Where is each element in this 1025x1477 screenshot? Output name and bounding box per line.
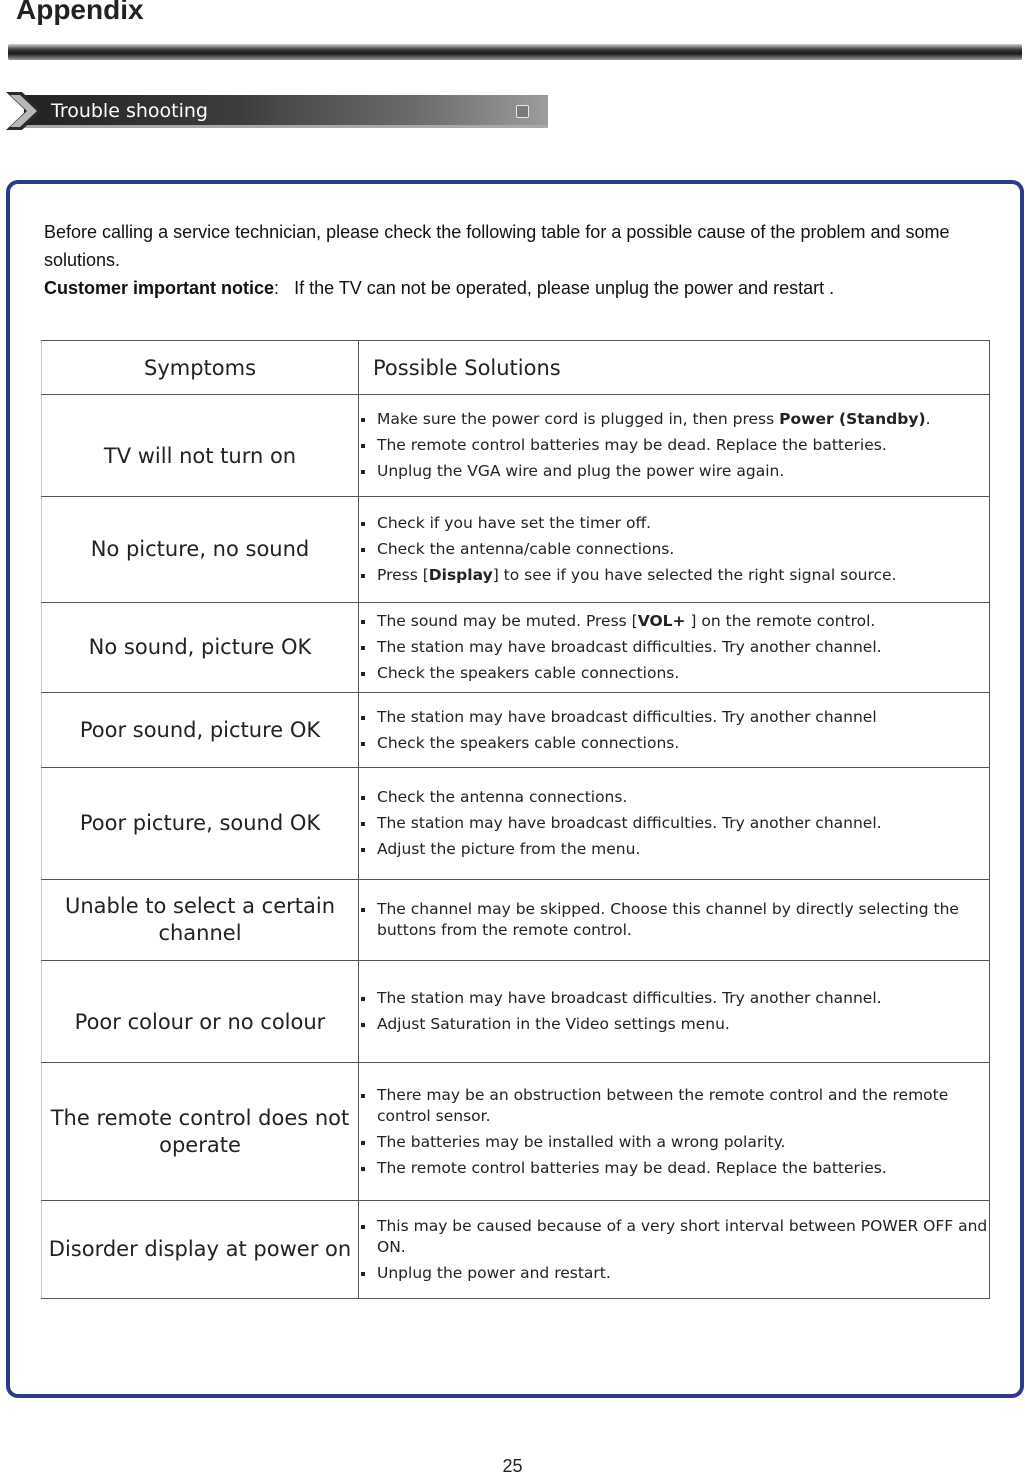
table-row bbox=[42, 1063, 990, 1201]
solution-text: Press [ bbox=[377, 566, 429, 584]
list-item bbox=[359, 565, 989, 586]
list-item bbox=[359, 813, 989, 834]
list-item bbox=[359, 663, 989, 684]
solution-text: The station may have broadcast difficulties. Try another channel. bbox=[377, 638, 882, 656]
chevron-right-icon bbox=[6, 92, 46, 132]
notice-line bbox=[44, 274, 994, 302]
solutions-cell bbox=[359, 497, 990, 603]
list-item bbox=[359, 1263, 989, 1284]
list-item bbox=[359, 611, 989, 632]
solution-text-end: ] to see if you have selected the right signal source. bbox=[492, 566, 897, 584]
square-bullet-icon bbox=[516, 105, 529, 118]
symptom-cell: TV will not turn on bbox=[42, 395, 359, 497]
solutions-list bbox=[359, 409, 989, 482]
solution-bold-text: Power (Standby) bbox=[779, 410, 926, 428]
list-item bbox=[359, 461, 989, 482]
solutions-list bbox=[359, 611, 989, 684]
troubleshooting-table bbox=[41, 340, 990, 1299]
list-item bbox=[359, 733, 989, 754]
solution-bold-text: VOL+ bbox=[637, 612, 686, 630]
symptom-cell: Unable to select a certain channel bbox=[42, 880, 359, 961]
symptom-cell: No picture, no sound bbox=[42, 497, 359, 603]
solution-text: This may be caused because of a very short interval between POWER OFF and ON. bbox=[377, 1216, 988, 1256]
page-heading: Appendix bbox=[16, 0, 144, 25]
solutions-list bbox=[359, 988, 989, 1035]
solution-text: The station may have broadcast difficulties. Try another channel bbox=[377, 707, 877, 726]
solution-text-end: . bbox=[925, 410, 931, 428]
list-item bbox=[359, 513, 989, 534]
solutions-list bbox=[359, 1216, 989, 1284]
symptom-cell: Poor colour or no colour bbox=[42, 961, 359, 1063]
heading-rule bbox=[8, 44, 1022, 60]
solution-text: Unplug the VGA wire and plug the power wire again. bbox=[377, 462, 785, 480]
table-row bbox=[42, 880, 990, 961]
list-item bbox=[359, 707, 989, 728]
list-item bbox=[359, 637, 989, 658]
symptom-cell: Poor sound, picture OK bbox=[42, 693, 359, 768]
list-item bbox=[359, 1085, 989, 1127]
solutions-list bbox=[359, 707, 989, 754]
list-item bbox=[359, 435, 989, 456]
list-item bbox=[359, 1132, 989, 1153]
solution-text: The remote control batteries may be dead. Replace the batteries. bbox=[377, 436, 887, 454]
table-row bbox=[42, 603, 990, 693]
solution-text: Check if you have set the timer off. bbox=[377, 514, 652, 532]
solutions-cell bbox=[359, 693, 990, 768]
list-item bbox=[359, 1014, 989, 1035]
page-number: 25 bbox=[502, 1456, 523, 1476]
intro-line: Before calling a service technician, please check the following table for a possible cause of the problem and some solutions. bbox=[44, 222, 950, 270]
solution-text: The batteries may be installed with a wrong polarity. bbox=[377, 1132, 786, 1151]
solution-text: Make sure the power cord is plugged in, then press bbox=[377, 410, 780, 428]
solutions-list bbox=[359, 787, 989, 860]
solution-text: Check the speakers cable connections. bbox=[377, 664, 680, 682]
solution-text-end: ] on the remote control. bbox=[685, 612, 876, 630]
symptom-cell: No sound, picture OK bbox=[42, 603, 359, 693]
list-item bbox=[359, 988, 989, 1009]
solutions-cell bbox=[359, 603, 990, 693]
table-row bbox=[42, 395, 990, 497]
solution-text: Unplug the power and restart. bbox=[377, 1263, 611, 1282]
table-row bbox=[42, 961, 990, 1063]
list-item bbox=[359, 839, 989, 860]
solution-text: Adjust the picture from the menu. bbox=[377, 840, 641, 858]
table-header-row bbox=[42, 341, 990, 395]
solutions-cell bbox=[359, 395, 990, 497]
solution-text: Adjust Saturation in the Video settings menu. bbox=[377, 1015, 730, 1033]
solutions-cell bbox=[359, 768, 990, 880]
solutions-cell bbox=[359, 961, 990, 1063]
symptom-cell: The remote control does not operate bbox=[42, 1063, 359, 1201]
solution-text: The station may have broadcast difficulties. Try another channel. bbox=[377, 989, 882, 1007]
notice-text: If the TV can not be operated, please unplug the power and restart . bbox=[294, 278, 835, 298]
solution-text: The sound may be muted. Press [ bbox=[377, 612, 638, 630]
table-row bbox=[42, 693, 990, 768]
solutions-cell bbox=[359, 880, 990, 961]
intro-text bbox=[44, 218, 994, 302]
solution-text: The remote control batteries may be dead. Replace the batteries. bbox=[377, 1158, 887, 1177]
solutions-list bbox=[359, 1085, 989, 1179]
list-item bbox=[359, 1158, 989, 1179]
table-row bbox=[42, 768, 990, 880]
list-item bbox=[359, 409, 989, 430]
solutions-list bbox=[359, 513, 989, 586]
solution-text: Check the antenna/cable connections. bbox=[377, 540, 675, 558]
solutions-cell bbox=[359, 1063, 990, 1201]
list-item bbox=[359, 1216, 989, 1258]
notice-label: Customer important notice bbox=[44, 278, 275, 298]
list-item bbox=[359, 539, 989, 560]
solution-text: There may be an obstruction between the remote control and the remote control sensor. bbox=[377, 1085, 949, 1125]
symptoms-header: Symptoms bbox=[42, 341, 359, 395]
symptom-cell: Disorder display at power on bbox=[42, 1201, 359, 1299]
table-row bbox=[42, 1201, 990, 1299]
list-item bbox=[359, 787, 989, 808]
notice-separator: : bbox=[274, 278, 280, 298]
section-title: Trouble shooting bbox=[51, 100, 208, 122]
solution-text: The station may have broadcast difficulties. Try another channel. bbox=[377, 814, 882, 832]
solution-text: The channel may be skipped. Choose this channel by directly selecting the buttons from the remote control. bbox=[377, 900, 959, 939]
symptom-cell: Poor picture, sound OK bbox=[42, 768, 359, 880]
solution-bold-text: Display bbox=[428, 566, 493, 584]
solution-text: Check the antenna connections. bbox=[377, 788, 628, 806]
solutions-cell bbox=[359, 1201, 990, 1299]
solutions-list bbox=[359, 899, 989, 941]
list-item bbox=[359, 899, 989, 941]
solutions-header: Possible Solutions bbox=[359, 341, 990, 395]
section-bar bbox=[6, 92, 542, 132]
table-row bbox=[42, 497, 990, 603]
solution-text: Check the speakers cable connections. bbox=[377, 733, 680, 752]
